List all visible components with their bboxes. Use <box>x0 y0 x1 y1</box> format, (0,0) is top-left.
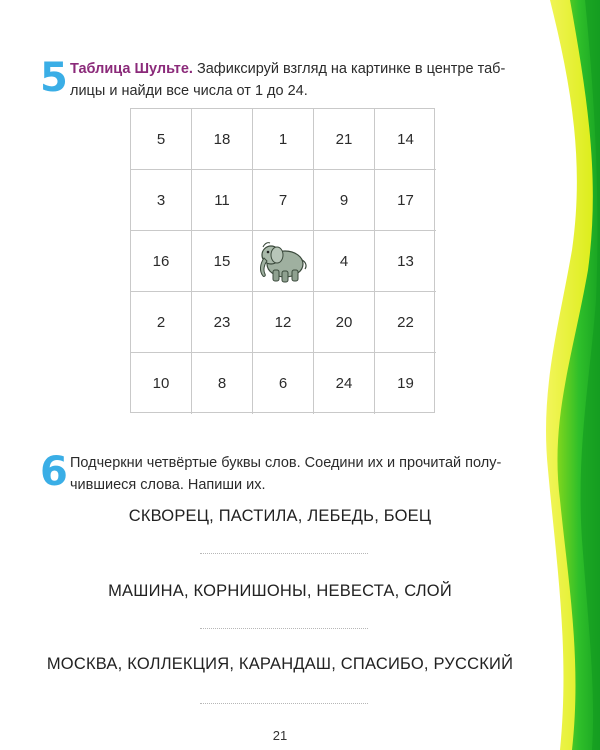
grid-cell: 5 <box>131 109 192 170</box>
grid-center-cell <box>253 231 314 292</box>
grid-cell: 3 <box>131 170 192 231</box>
grid-cell: 23 <box>192 292 253 353</box>
grid-cell: 6 <box>253 353 314 414</box>
grid-cell: 24 <box>314 353 375 414</box>
answer-line-2[interactable] <box>200 628 368 629</box>
word-row-2: МАШИНА, КОРНИШОНЫ, НЕВЕСТА, СЛОЙ <box>108 582 452 600</box>
grid-cell: 14 <box>375 109 436 170</box>
grid-cell: 7 <box>253 170 314 231</box>
task-6-text-line2: чившиеся слова. Напиши их. <box>70 477 266 493</box>
grid-cell: 20 <box>314 292 375 353</box>
task-5-text-line2: лицы и найди все числа от 1 до 24. <box>70 83 308 99</box>
page-number: 21 <box>272 728 288 743</box>
answer-line-3[interactable] <box>200 703 368 704</box>
grid-cell: 1 <box>253 109 314 170</box>
word-row-1: СКВОРЕЦ, ПАСТИЛА, ЛЕБЕДЬ, БОЕЦ <box>128 507 432 525</box>
task-6-text-line1: Подчеркни четвёртые буквы слов. Соедини их и прочитай полу- <box>70 455 502 471</box>
task-5-text-line1: Зафиксируй взгляд на картинке в центре таб- <box>192 61 506 77</box>
decorative-green-band <box>510 0 600 750</box>
grid-cell: 4 <box>314 231 375 292</box>
grid-cell: 22 <box>375 292 436 353</box>
grid-cell: 21 <box>314 109 375 170</box>
grid-cell: 15 <box>192 231 253 292</box>
grid-cell: 11 <box>192 170 253 231</box>
word-row-3: МОСКВА, КОЛЛЕКЦИЯ, КАРАНДАШ, СПАСИБО, РУССКИЙ <box>46 655 514 673</box>
grid-cell: 9 <box>314 170 375 231</box>
task-6-instructions <box>70 452 501 496</box>
grid-cell: 18 <box>192 109 253 170</box>
task-5-number: 5 <box>40 55 68 101</box>
grid-cell: 10 <box>131 353 192 414</box>
grid-cell: 2 <box>131 292 192 353</box>
task-6-number: 6 <box>40 449 68 495</box>
task-5-title: Таблица Шульте. <box>70 61 193 77</box>
elephant-icon <box>255 238 311 284</box>
grid-cell: 13 <box>375 231 436 292</box>
grid-cell: 12 <box>253 292 314 353</box>
answer-line-1[interactable] <box>200 553 368 554</box>
grid-cell: 17 <box>375 170 436 231</box>
grid-cell: 16 <box>131 231 192 292</box>
grid-cell: 8 <box>192 353 253 414</box>
schulte-table <box>130 108 435 413</box>
task-5-instructions <box>70 58 505 102</box>
grid-cell: 19 <box>397 375 414 392</box>
